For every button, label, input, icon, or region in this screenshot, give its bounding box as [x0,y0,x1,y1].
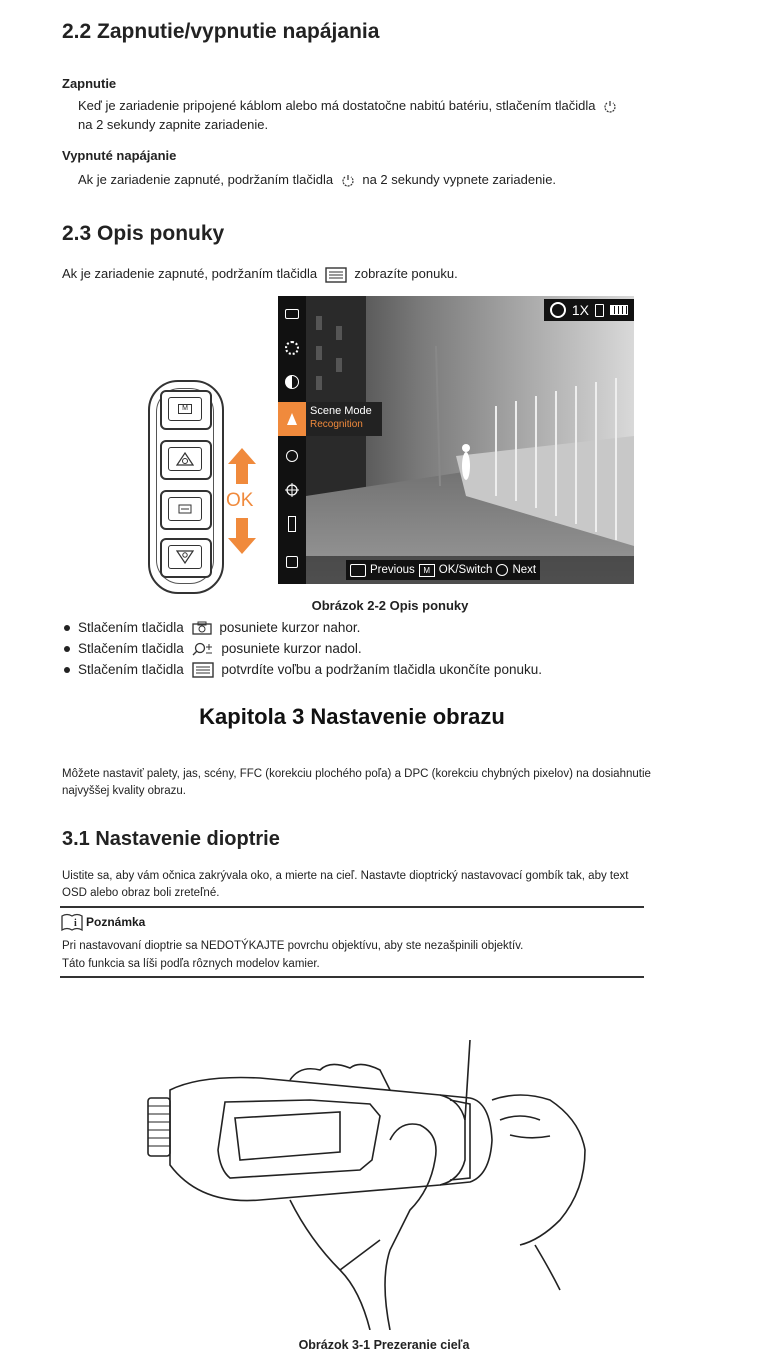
info-book-icon [60,912,84,932]
bullet-item: Stlačením tlačidla posuniete kurzor nahor. [64,620,360,635]
zoom-icon [176,550,194,564]
thermal-scene-image [306,296,634,584]
thermal-status-bar [544,299,634,321]
power-icon [603,100,617,114]
bullet-item: Stlačením tlačidla posuniete kurzor nadol. [64,641,362,656]
camera-button [160,440,212,480]
scene-mode-title: Scene Mode [310,405,372,417]
camera-icon [192,621,212,635]
zoom-icon [192,642,214,656]
thermal-bottom-bar [346,560,540,580]
settings-icon [278,548,306,576]
note-header [60,912,145,932]
scene-mode-value: Recognition [310,419,363,430]
m-icon: M [419,564,435,577]
zoom-icon [496,564,508,576]
bottom-previous: Previous [370,564,415,576]
power-off-text: Ak je zariadenie zapnuté, podržaním tlačidla na 2 sekundy vypnete zariadenie. [78,172,557,187]
zoom-button [160,538,212,578]
power-off-heading: Vypnuté napájanie [62,148,177,163]
power-on-text: Keď je zariadenie pripojené káblom alebo má dostatočne nabitú batériu, stlačením tlačidla na 2 sekundy zapnite zariadenie. [78,96,728,134]
battery-icon [610,305,628,315]
figure-2-2-caption: Obrázok 2-2 Opis ponuky [311,598,469,613]
arrow-up-icon [226,446,258,486]
section-3-1-title: 3.1 Nastavenie dioptrie [62,828,280,850]
sd-card-icon [595,304,604,317]
palette-icon [278,442,306,470]
ruler-icon [278,510,306,538]
bottom-ok-switch: OK/Switch [438,564,493,576]
monocular-illustration [140,1040,640,1330]
bullet-item: Stlačením tlačidla potvrdíte voľbu a podržaním tlačidla ukončíte ponuku. [64,662,542,678]
svg-text:i: i [74,918,77,929]
note-line-1: Pri nastavovaní dioptrie sa NEDOTÝKAJTE povrchu objektívu, aby ste nezašpinili objektív. [62,940,524,952]
power-icon [341,174,355,188]
note-top-rule [60,906,644,908]
thermal-side-menu [278,296,306,584]
figure-3-1-caption: Obrázok 3-1 Prezeranie cieľa [298,1338,470,1352]
arrow-down-icon [226,516,258,556]
brightness-icon [278,334,306,362]
note-line-2: Táto funkcia sa líši podľa rôznych modelov kamier. [62,958,320,970]
power-menu-icon [278,300,306,328]
camera-icon [350,564,366,577]
section-2-2-title: 2.2 Zapnutie/vypnutie napájania [62,20,380,43]
note-label: Poznámka [86,915,146,929]
contrast-icon [278,368,306,396]
ok-label: OK [226,490,254,511]
crosshair-icon [278,476,306,504]
chapter-3-title: Kapitola 3 Nastavenie obrazu [199,704,505,729]
bottom-next: Next [512,564,537,576]
camera-icon [176,452,194,466]
section-2-3-title: 2.3 Opis ponuky [62,222,225,245]
menu-icon [178,504,192,514]
menu-icon [192,662,214,678]
menu-button [160,490,212,530]
section-3-1-text: Uistite sa, aby vám očnica zakrývala oko, a mierte na cieľ. Nastavte dioptrický nastavovací gombík tak, aby text OSD alebo obraz boli zreteľné. [62,870,629,899]
thermal-screen [278,296,634,584]
chapter-3-intro: Môžete nastaviť palety, jas, scény, FFC (korekciu plochého poľa) a DPC (korekciu chybných pixelov) na dosiahnutie najvyššej kvality obrazu. [62,768,651,797]
zoom-level: 1X [571,302,589,318]
hotspot-icon [550,302,566,318]
m-icon: M [178,404,192,414]
menu-icon [325,267,347,283]
scene-mode-icon [278,402,306,436]
mode-button [160,390,212,430]
scene-mode-popup [306,402,382,436]
note-bottom-rule [60,976,644,978]
power-on-heading: Zapnutie [62,76,117,91]
menu-intro-text: Ak je zariadenie zapnuté, podržaním tlačidla zobrazíte ponuku. [62,266,458,281]
